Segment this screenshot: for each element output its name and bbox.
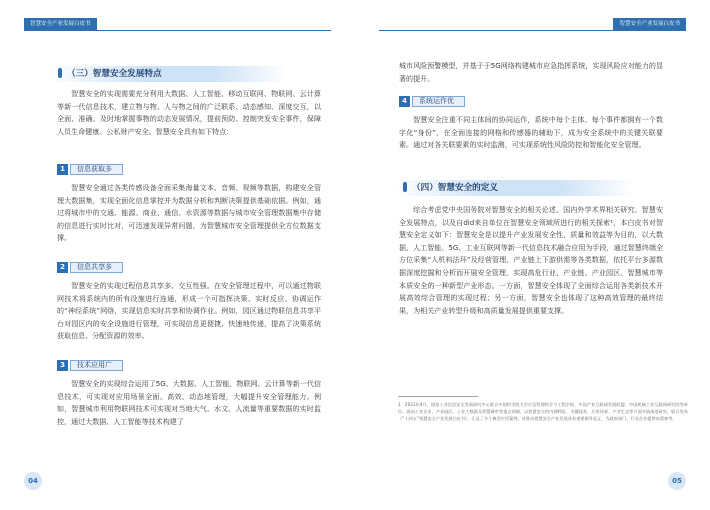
section-title-text: （四）智慧安全的定义 xyxy=(412,183,498,193)
subheading-number: 2 xyxy=(57,262,68,273)
right-page xyxy=(355,0,710,510)
running-header-right: 智慧安全产业发展白皮书 xyxy=(613,18,686,30)
subheading-4 xyxy=(399,96,465,107)
subheading-number: 1 xyxy=(57,164,68,175)
intro-paragraph: 智慧安全的实现需要充分利用大数据、人工智能、移动互联网、物联网、云计算等新一代信息技术，建立物与物、人与物之间的广泛联系、动态感知、深度交互，以全面、准确、及时地掌握事物的动态发展情况，提前预防、控制突发安全事件，保障人员生命健康、公私财产安全。智慧安全具有如下特点： xyxy=(57,89,321,136)
item4-paragraph: 智慧安全注重不同主体间的协同运作，系统中每个主体、每个事件都拥有一个数字化“身份”，在全面连接的网格和传感器的辅助下，成为安全系统中的关键关联要素。通过对各关联要素的实时监测，可实现系统性风险防控和智能化安全管理。 xyxy=(399,115,663,150)
running-header-left: 智慧安全产业发展白皮书 xyxy=(24,18,97,30)
section-title-4 xyxy=(393,180,633,196)
subheading-2 xyxy=(57,262,123,273)
definition-paragraph: 综合考虑党中央国务院对智慧安全的相关论述、国内外学术界相关研究、智慧安全发展特点，以及自did来自单位在智慧安全领域所进行的相关探索¹，本白皮书对智慧安全定义如下：智慧安全是以提升产业发展安全性、质量和效益等为目的，以大数据、人工智能、5G、工业互联网等新一代信息技术融合应用为手段，通过智慧终端全方位采集“人机料法环”及经营管理、产业链上下游供需等各类数据，依托平台多源数据深度挖掘和分析而开展安全管理，实现高危行业、产业链、产业园区、智慧城市等本质安全的一种新型产业形态。一方面，智慧安全体现了全面综合运用各类新技术开展高效综合管理的实现过程；另一方面，智慧安全也体现了这种高效管理的最终结果，为相关产业转型升级和高质量发展提供重要支撑。 xyxy=(399,205,663,315)
footnote-rule xyxy=(398,396,478,397)
header-rule xyxy=(24,30,331,31)
subheading-label: 技术应用广 xyxy=(70,360,123,371)
continuation-paragraph: 城市风险预警模型，并基于于5G网络构建城市应急指挥系统，实现风险应对能力的显著的提升。 xyxy=(399,61,663,83)
title-marker-icon xyxy=(403,182,407,192)
subheading-3 xyxy=(57,360,123,371)
subheading-label: 信息获取多 xyxy=(70,164,123,175)
header-rule xyxy=(379,30,686,31)
subheading-number: 3 xyxy=(57,360,68,371)
title-marker-icon xyxy=(58,68,62,78)
section-title-text: （三）智慧安全发展特点 xyxy=(67,69,162,79)
page-number-left: 04 xyxy=(24,472,42,490)
page-number-right: 05 xyxy=(668,472,686,490)
subheading-label: 信息共享多 xyxy=(70,262,123,273)
item1-paragraph: 智慧安全通过各类传感设备全面采集海量文本、音频、视频等数据，构建安全管理大数据集，实现全面化信息掌控并为数据分析和判断决策提供基础依据。例如，通过将城市中的交通、能源、商业、通信、水资源等数据与城市安全管理数据集中存储的信息进行实时比对，可迅速发现异常问题，为智慧城市安全管理提供全方位数据支撑。 xyxy=(57,183,321,243)
item3-paragraph: 智慧安全的实现综合运用了5G、大数据、人工智能、物联网、云计算等新一代信息技术，可实现对应用场景全面、高效、动态地管理，大幅提升安全管理能力。例如，智慧城市利用物联网技术可实现对当地大气、水文、人流量等重要数据的实时监控，通过大数据、人工智能等技术构建了 xyxy=(57,379,321,426)
section-title-3 xyxy=(48,66,288,82)
subheading-1 xyxy=(57,164,123,175)
subheading-label: 系统运作优 xyxy=(412,96,465,107)
footnote: 1 2021年4月，国家工业信息安全发展研究中心联合中国科学院大学应急管理科学与工程学院、中国产业互联网发展联盟、中国机械工业互联网研究院等单位，面向工业企业、产业园区、工业大数据及智慧城市等重点领域，以智慧安全的内涵特征、关键技术、应用场景、产业生态等方面开展深度研究，联合发布《“十四五”智慧安全产业发展白皮书》，汇总了多个典型应用案例，对推动智慧安全产业发展具有重要指导意义，为政府部门、行业企业提供决策参考。 xyxy=(398,402,688,421)
item2-paragraph: 智慧安全的实现过程信息共享多、交互性强。在安全管理过程中，可以通过物联网技术将系统内的所有设施进行连通，形成一个可指挥决策、实时反应、协调运作的“神经系统”网络，实现信息实时共享和协调作业。例如，园区通过物联信息共享平台对园区内的安全设施进行管理，可实现信息更便捷、快速地传递，提高了决策系统获取信息、分配资源的效率。 xyxy=(57,281,321,341)
subheading-number: 4 xyxy=(399,96,410,107)
